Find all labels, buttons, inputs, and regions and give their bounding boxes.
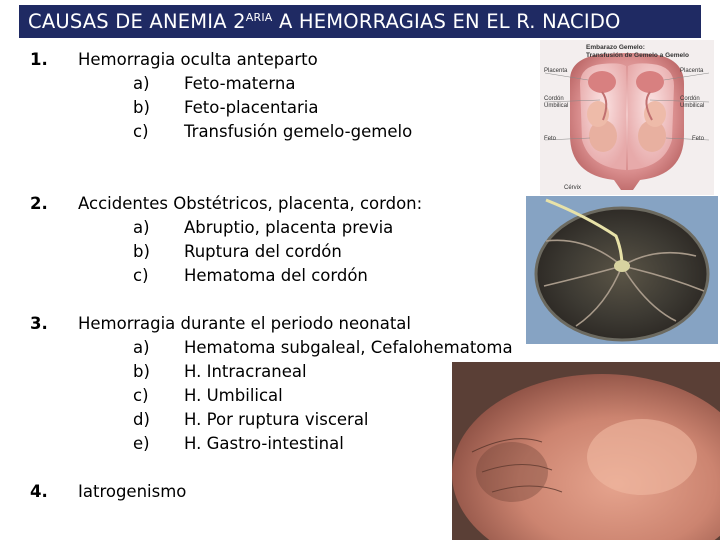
sub-letter: a) — [133, 338, 150, 357]
label-feto-left: Feto — [544, 136, 557, 142]
newborn-head-drawing — [452, 362, 720, 540]
uterus-drawing — [540, 40, 714, 195]
label-placenta-left: Placenta — [544, 68, 568, 74]
sub-text: Transfusión gemelo-gemelo — [184, 122, 413, 141]
sub-text: Hematoma subgaleal, Cefalohematoma — [184, 338, 513, 357]
sub-text: Ruptura del cordón — [184, 242, 342, 261]
sub-text: H. Intracraneal — [184, 362, 307, 381]
label-feto-right: Feto — [692, 136, 705, 142]
placenta-photo — [526, 196, 718, 344]
sub-text: H. Gastro-intestinal — [184, 434, 344, 453]
sub-letter: b) — [133, 362, 150, 381]
sub-letter: a) — [133, 218, 150, 237]
item-2-heading: Accidentes Obstétricos, placenta, cordon: — [78, 194, 423, 213]
sub-letter: c) — [133, 122, 149, 141]
item-3-number: 3. — [30, 314, 48, 333]
title-text-pre: CAUSAS DE ANEMIA 2 — [28, 10, 246, 33]
sub-letter: b) — [133, 242, 150, 261]
sub-letter: c) — [133, 386, 149, 405]
item-2-number: 2. — [30, 194, 48, 213]
illustration-title-line1: Embarazo Gemelo: — [586, 44, 645, 51]
sub-text: Feto-materna — [184, 74, 296, 93]
sub-letter: a) — [133, 74, 150, 93]
newborn-head-photo — [452, 362, 720, 540]
twin-pregnancy-illustration — [540, 40, 714, 195]
sub-letter: e) — [133, 434, 150, 453]
label-cordon-left: Cordón Umbilical — [544, 96, 569, 109]
slide-title — [19, 5, 701, 38]
sub-text: Hematoma del cordón — [184, 266, 368, 285]
item-1-number: 1. — [30, 50, 48, 69]
sub-text: H. Umbilical — [184, 386, 283, 405]
sub-letter: c) — [133, 266, 149, 285]
sub-text: Abruptio, placenta previa — [184, 218, 394, 237]
title-text-post: A HEMORRAGIAS EN EL R. NACIDO — [272, 10, 621, 33]
label-placenta-right: Placenta — [680, 68, 704, 74]
label-cervix: Cérvix — [564, 185, 582, 191]
item-4-number: 4. — [30, 482, 48, 501]
title-superscript: ARIA — [245, 11, 273, 24]
sub-text: Feto-placentaria — [184, 98, 319, 117]
item-3-heading: Hemorragia durante el periodo neonatal — [78, 314, 411, 333]
sub-text: H. Por ruptura visceral — [184, 410, 369, 429]
item-1-heading: Hemorragia oculta anteparto — [78, 50, 318, 69]
item-4-heading: Iatrogenismo — [78, 482, 187, 501]
sub-letter: d) — [133, 410, 150, 429]
placenta-drawing — [526, 196, 718, 344]
illustration-title — [586, 44, 689, 60]
illustration-title-line2: Transfusión de Gemelo a Gemelo — [586, 52, 689, 59]
label-cordon-right: Cordón Umbilical — [680, 96, 705, 109]
sub-letter: b) — [133, 98, 150, 117]
